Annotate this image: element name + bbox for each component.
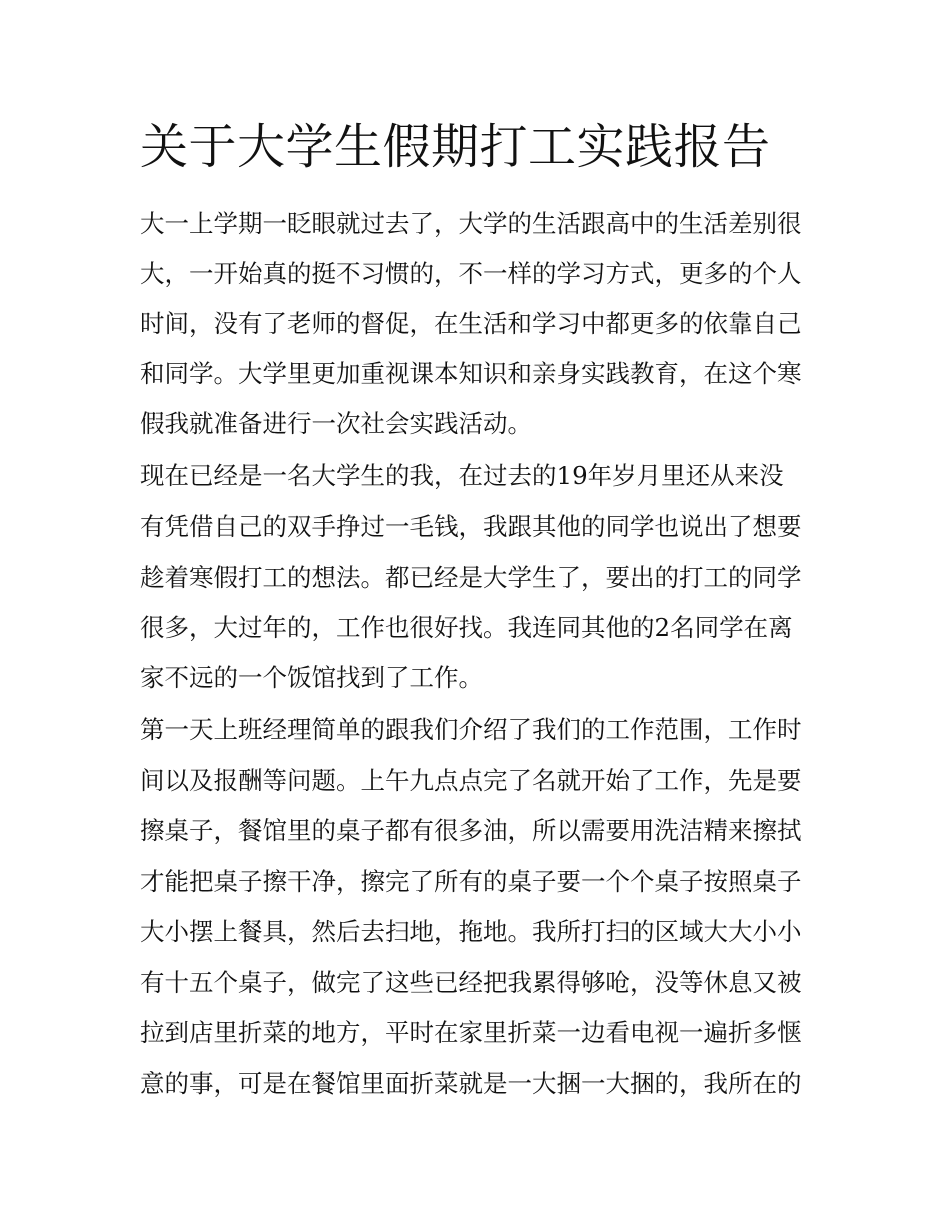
text-line: 假我就准备进行一次社会实践活动。 bbox=[140, 409, 532, 438]
text-line: 大，一开始真的挺不习惯的，不一样的学习方式，更多的个人 bbox=[140, 259, 802, 288]
text-line: 家不远的一个饭馆找到了工作。 bbox=[140, 663, 483, 692]
text-line: 时间，没有了老师的督促，在生活和学习中都更多的依靠自己 bbox=[140, 309, 802, 338]
text-line: 现在已经是一名大学生的我，在过去的19年岁月里还从来没 bbox=[140, 461, 784, 490]
text-line: 有凭借自己的双手挣过一毛钱，我跟其他的同学也说出了想要 bbox=[140, 512, 802, 541]
text-line: 大小摆上餐具，然后去扫地，拖地。我所打扫的区域大大小小 bbox=[140, 917, 802, 946]
text-line: 拉到店里折菜的地方，平时在家里折菜一边看电视一遍折多惬 bbox=[140, 1018, 802, 1047]
text-line: 趁着寒假打工的想法。都已经是大学生了，要出的打工的同学 bbox=[140, 563, 802, 592]
text-line: 擦桌子，餐馆里的桌子都有很多油，所以需要用洗洁精来擦拭 bbox=[140, 816, 802, 845]
text-line: 和同学。大学里更加重视课本知识和亲身实践教育，在这个寒 bbox=[140, 359, 802, 388]
text-line: 第一天上班经理简单的跟我们介绍了我们的工作范围，工作时 bbox=[140, 715, 802, 744]
text-line: 才能把桌子擦干净，擦完了所有的桌子要一个个桌子按照桌子 bbox=[140, 867, 802, 896]
text-line: 大一上学期一眨眼就过去了，大学的生活跟高中的生活差别很 bbox=[140, 209, 802, 238]
text-line: 间以及报酬等问题。上午九点点完了名就开始了工作，先是要 bbox=[140, 766, 802, 795]
document-title: 关于大学生假期打工实践报告 bbox=[140, 119, 771, 175]
text-line: 很多，大过年的，工作也很好找。我连同其他的2名同学在离 bbox=[140, 613, 793, 642]
text-line: 有十五个桌子，做完了这些已经把我累得够呛，没等休息又被 bbox=[140, 968, 802, 997]
text-line: 意的事，可是在餐馆里面折菜就是一大捆一大捆的，我所在的 bbox=[140, 1069, 802, 1098]
